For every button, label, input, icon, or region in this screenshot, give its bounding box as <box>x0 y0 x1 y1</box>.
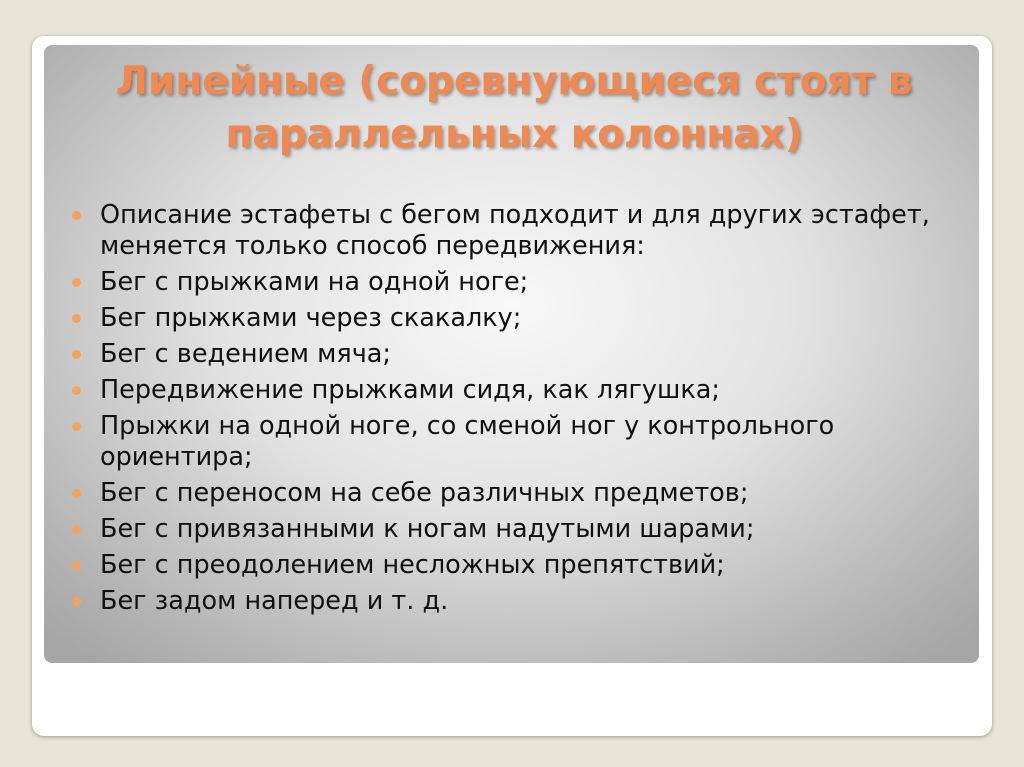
bullet-dot-icon <box>72 561 81 570</box>
bullet-text: Описание эстафеты с бегом подходит и для других эстафет, меняется только способ передвижения: <box>100 200 930 261</box>
bullet-text: Бег прыжками через скакалку; <box>100 303 522 333</box>
bullet-text: Бег с ведением мяча; <box>100 339 391 369</box>
bullet-text: Бег с переносом на себе различных предметов; <box>100 478 749 508</box>
bullet-text: Прыжки на одной ноге, со сменой ног у контрольного ориентира; <box>100 411 835 472</box>
bullet-item <box>72 267 952 298</box>
bullet-dot-icon <box>72 314 81 323</box>
bullet-dot-icon <box>72 422 81 431</box>
bullet-item <box>72 586 952 617</box>
bullet-item <box>72 514 952 545</box>
bullet-text: Бег задом наперед и т. д. <box>100 586 449 616</box>
bullet-item <box>72 339 952 370</box>
bullet-item <box>72 200 952 262</box>
bullet-dot-icon <box>72 350 81 359</box>
bullet-list <box>72 200 952 622</box>
bullet-item <box>72 375 952 406</box>
bullet-dot-icon <box>72 597 81 606</box>
bullet-text: Бег с привязанными к ногам надутыми шарами; <box>100 514 755 544</box>
bullet-text: Бег с прыжками на одной ноге; <box>100 267 529 297</box>
bullet-item <box>72 411 952 473</box>
bullet-dot-icon <box>72 278 81 287</box>
bullet-dot-icon <box>72 525 81 534</box>
bullet-item <box>72 550 952 581</box>
bullet-dot-icon <box>72 386 81 395</box>
content-panel <box>44 45 979 663</box>
bullet-text: Бег с преодолением несложных препятствий; <box>100 550 725 580</box>
bullet-item <box>72 303 952 334</box>
bullet-dot-icon <box>72 211 81 220</box>
slide-title: Линейные (соревнующиеся стоят в параллельных колоннах) <box>115 59 913 157</box>
bullet-dot-icon <box>72 489 81 498</box>
bullet-item <box>72 478 952 509</box>
bullet-text: Передвижение прыжками сидя, как лягушка; <box>100 375 720 405</box>
